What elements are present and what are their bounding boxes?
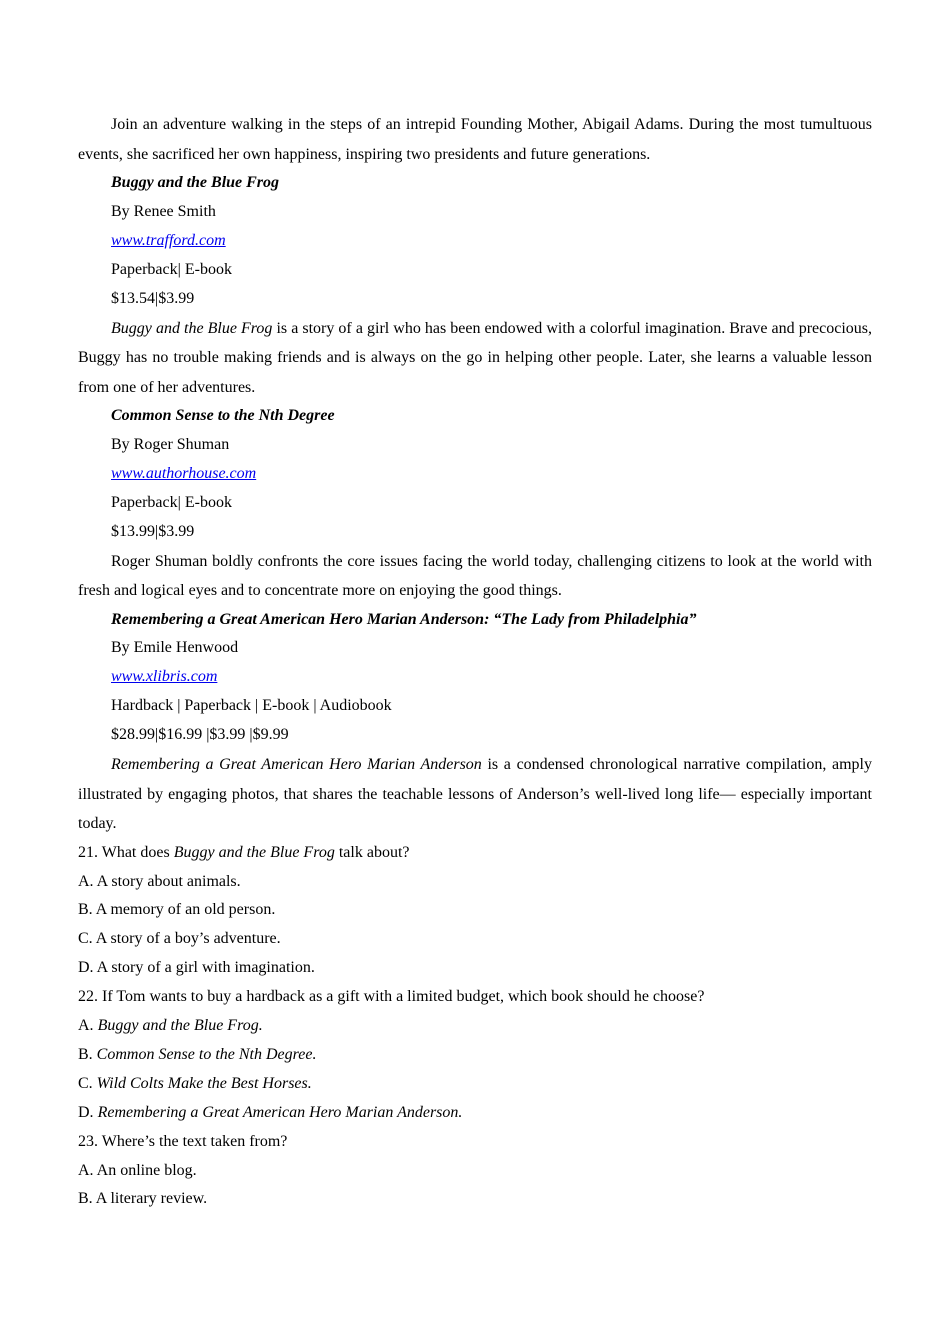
book-title: Remembering a Great American Hero Marian Anderson: “The Lady from Philadelphia” bbox=[111, 610, 697, 628]
book-description: Roger Shuman boldly confronts the core issues facing the world today, challenging citizens to look at the world with fresh and logical eyes and to concentrate more on enjoying the good things. bbox=[78, 552, 872, 600]
answer-option: C. A story of a boy’s adventure. bbox=[78, 930, 281, 948]
answer-option bbox=[78, 1070, 872, 1099]
book-description-title: Buggy and the Blue Frog bbox=[111, 319, 273, 337]
answer-option bbox=[78, 1041, 872, 1070]
book-prices: $28.99|$16.99 |$3.99 |$9.99 bbox=[111, 726, 289, 744]
answer-option: A. A story about animals. bbox=[78, 872, 241, 890]
question-text: 21. What does bbox=[78, 843, 174, 861]
question-text: talk about? bbox=[334, 843, 410, 861]
option-text: Wild Colts Make the Best Horses. bbox=[96, 1074, 312, 1092]
option-letter: B. bbox=[78, 1045, 97, 1063]
option-letter: C. bbox=[78, 1074, 97, 1092]
book-prices: $13.99|$3.99 bbox=[111, 522, 195, 540]
book-description bbox=[78, 314, 872, 403]
book-title: Buggy and the Blue Frog bbox=[111, 174, 280, 191]
book-formats: Paperback| E-book bbox=[111, 260, 232, 278]
book-prices: $13.54|$3.99 bbox=[111, 289, 195, 307]
answer-option: B. A literary review. bbox=[78, 1190, 208, 1208]
option-text: Buggy and the Blue Frog. bbox=[97, 1017, 263, 1035]
question-21 bbox=[78, 839, 872, 868]
answer-option bbox=[78, 1012, 872, 1041]
question-23: 23. Where’s the text taken from? bbox=[78, 1132, 288, 1150]
book-website-link[interactable]: www.authorhouse.com bbox=[111, 464, 257, 482]
book-description-text: is a story of a girl who has been endowed with a colorful imagination. Brave and precocious, Buggy has no trouble making friends and is always on the go in helping other people. Later, she learns a valuable lesson from one of her adventures. bbox=[78, 319, 872, 396]
book-website-link[interactable]: www.xlibris.com bbox=[111, 668, 218, 686]
question-22: 22. If Tom wants to buy a hardback as a gift with a limited budget, which book should he choose? bbox=[78, 988, 705, 1006]
book-author: By Renee Smith bbox=[111, 202, 216, 220]
book-description-title: Remembering a Great American Hero Marian Anderson bbox=[111, 756, 482, 774]
book-website-link[interactable]: www.trafford.com bbox=[111, 231, 226, 249]
intro-paragraph: Join an adventure walking in the steps of an intrepid Founding Mother, Abigail Adams. During the most tumultuous events, she sacrificed her own happiness, inspiring two presidents and future generations. bbox=[78, 116, 872, 163]
book-description bbox=[78, 750, 872, 839]
book-author: By Roger Shuman bbox=[111, 435, 230, 453]
book-formats: Paperback| E-book bbox=[111, 493, 232, 511]
book-author: By Emile Henwood bbox=[111, 639, 239, 657]
book-description-text: is a condensed chronological narrative compilation, amply illustrated by engaging photos, that shares the teachable lessons of Anderson’s well-lived long life— especially important today. bbox=[78, 756, 872, 833]
option-text: Remembering a Great American Hero Marian Anderson. bbox=[97, 1103, 463, 1121]
answer-option: A. An online blog. bbox=[78, 1161, 197, 1179]
answer-option: D. A story of a girl with imagination. bbox=[78, 959, 315, 977]
document-page bbox=[78, 110, 872, 1214]
option-letter: D. bbox=[78, 1103, 98, 1121]
question-italic-title: Buggy and the Blue Frog bbox=[173, 843, 335, 861]
book-title: Common Sense to the Nth Degree bbox=[111, 407, 335, 425]
answer-option: B. A memory of an old person. bbox=[78, 901, 276, 919]
book-formats: Hardback | Paperback | E-book | Audiobook bbox=[111, 697, 392, 715]
option-letter: A. bbox=[78, 1017, 98, 1035]
answer-option bbox=[78, 1099, 872, 1128]
option-text: Common Sense to the Nth Degree. bbox=[96, 1045, 317, 1063]
